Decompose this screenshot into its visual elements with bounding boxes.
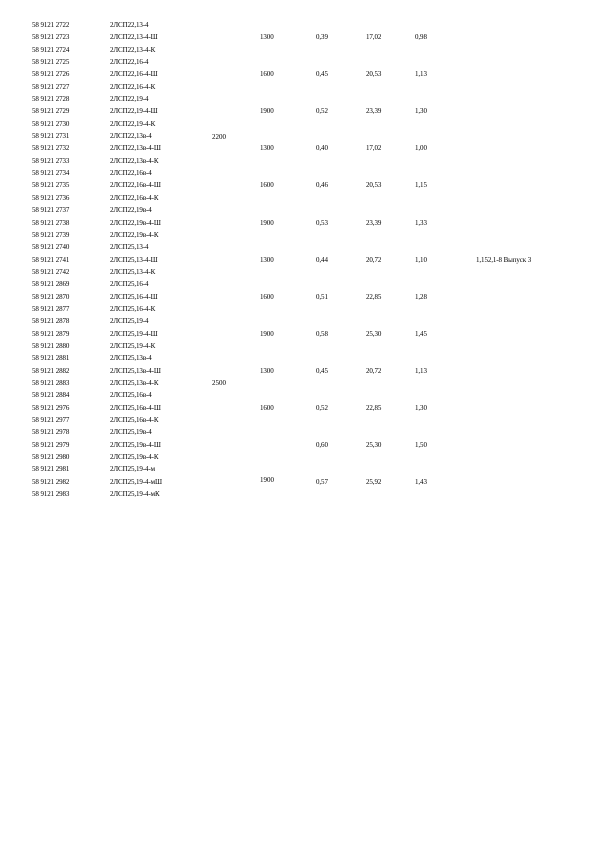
table-row [0, 229, 595, 241]
value-c-cell: 1,00 [415, 144, 427, 153]
value-b-cell: 17,02 [366, 144, 382, 153]
table-row [0, 68, 595, 80]
product-code-cell: 58 9121 2733 [32, 156, 70, 165]
table-row [0, 204, 595, 216]
value-c-cell: 1,43 [415, 477, 427, 486]
product-code-cell: 58 9121 2735 [32, 181, 70, 190]
table-row [0, 167, 595, 179]
merged-width-2200: 2200 [212, 133, 226, 141]
value-a-cell: 0,52 [316, 403, 328, 412]
length-cell: 1900 [260, 107, 274, 116]
value-a-cell: 0,53 [316, 218, 328, 227]
product-code-cell: 58 9121 2726 [32, 70, 70, 79]
value-b-cell: 20,72 [366, 255, 382, 264]
value-c-cell: 1,50 [415, 440, 427, 449]
product-code-cell: 58 9121 2736 [32, 193, 70, 202]
value-c-cell: 1,28 [415, 292, 427, 301]
designation-cell: 2ЛСП25,19в-4 [110, 428, 152, 437]
length-cell: 1300 [260, 33, 274, 42]
length-cell: 1600 [260, 403, 274, 412]
designation-cell: 2ЛСП25,19-4-м [110, 465, 156, 474]
table-row [0, 155, 595, 167]
product-code-cell: 58 9121 2881 [32, 354, 70, 363]
product-code-cell: 58 9121 2884 [32, 391, 70, 400]
table-row [0, 105, 595, 117]
designation-cell: 2ЛСП25,13-4 [110, 243, 149, 252]
value-a-cell: 0,58 [316, 329, 328, 338]
table-row [0, 439, 595, 451]
designation-cell: 2ЛСП25,19-4-мШ [110, 477, 162, 486]
designation-cell: 2ЛСП25,16в-4-К [110, 416, 159, 424]
table-row [0, 352, 595, 364]
value-c-cell: 1,33 [415, 218, 427, 227]
designation-cell: 2ЛСП22,13-4-К [110, 45, 156, 54]
designation-cell: 2ЛСП22,19-4 [110, 95, 149, 104]
table-row [0, 217, 595, 229]
table-row [0, 266, 595, 278]
table-row [0, 365, 595, 377]
table-row [0, 254, 595, 266]
product-code-cell: 58 9121 2979 [32, 440, 70, 449]
table-row [0, 488, 595, 500]
table-row [0, 291, 595, 303]
designation-cell: 2ЛСП22,16в-4-Ш [110, 181, 161, 190]
value-b-cell: 25,30 [366, 329, 382, 338]
value-b-cell: 20,53 [366, 70, 382, 79]
length-cell: 1300 [260, 366, 274, 375]
designation-cell: 2ЛСП22,19в-4 [110, 206, 152, 215]
designation-cell: 2ЛСП22,16-4 [110, 58, 149, 67]
product-code-cell: 58 9121 2730 [32, 119, 70, 128]
table-row [0, 31, 595, 43]
designation-cell: 2ЛСП22,13-4-Ш [110, 33, 158, 42]
designation-cell: 2ЛСП22,13-4 [110, 21, 149, 29]
length-cell: 1300 [260, 255, 274, 264]
value-b-cell: 22,85 [366, 403, 382, 412]
designation-cell: 2ЛСП25,19в-4-Ш [110, 440, 161, 449]
value-c-cell: 1,10 [415, 255, 427, 264]
product-code-cell: 58 9121 2880 [32, 341, 70, 350]
designation-cell: 2ЛСП22,13в-4-К [110, 156, 159, 165]
value-c-cell: 1,15 [415, 181, 427, 190]
table-row [0, 451, 595, 463]
product-code-cell: 58 9121 2738 [32, 218, 70, 227]
designation-cell: 2ЛСП25,13-4-К [110, 267, 156, 276]
table-row [0, 44, 595, 56]
value-b-cell: 25,30 [366, 440, 382, 449]
designation-cell: 2ЛСП25,19в-4-К [110, 453, 159, 462]
product-code-cell: 58 9121 2883 [32, 378, 70, 387]
designation-cell: 2ЛСП25,13-4-Ш [110, 255, 158, 264]
product-code-cell: 58 9121 2982 [32, 477, 70, 486]
table-row [0, 278, 595, 290]
value-b-cell: 17,02 [366, 33, 382, 42]
value-a-cell: 0,40 [316, 144, 328, 153]
table-row [0, 192, 595, 204]
note-cell: 1,152,1-8 Выпуск 3 [476, 255, 532, 264]
product-code-cell: 58 9121 2882 [32, 366, 70, 375]
value-c-cell: 1,30 [415, 403, 427, 412]
length-cell: 1900 [260, 329, 274, 338]
product-code-cell: 58 9121 2983 [32, 490, 70, 499]
product-code-cell: 58 9121 2731 [32, 132, 70, 141]
value-a-cell: 0,39 [316, 33, 328, 42]
product-code-cell: 58 9121 2870 [32, 292, 70, 301]
product-code-cell: 58 9121 2878 [32, 317, 70, 326]
value-b-cell: 25,92 [366, 477, 382, 486]
merged-width-2500: 2500 [212, 379, 226, 387]
table-row [0, 142, 595, 154]
product-code-cell: 58 9121 2732 [32, 144, 70, 153]
length-cell: 1600 [260, 70, 274, 79]
value-b-cell: 20,72 [366, 366, 382, 375]
table-row [0, 340, 595, 352]
product-code-cell: 58 9121 2728 [32, 95, 70, 104]
value-a-cell: 0,57 [316, 477, 328, 486]
designation-cell: 2ЛСП22,19-4-К [110, 119, 156, 128]
table-row [0, 426, 595, 438]
table-row [0, 118, 595, 130]
value-a-cell: 0,60 [316, 440, 328, 449]
designation-cell: 2ЛСП22,13в-4 [110, 132, 152, 141]
table-row [0, 179, 595, 191]
product-code-cell: 58 9121 2978 [32, 428, 70, 437]
table-row [0, 56, 595, 68]
designation-cell: 2ЛСП25,16в-4 [110, 391, 152, 400]
table-row [0, 315, 595, 327]
value-b-cell: 22,85 [366, 292, 382, 301]
table-row [0, 402, 595, 414]
value-c-cell: 1,13 [415, 70, 427, 79]
product-code-cell: 58 9121 2723 [32, 33, 70, 42]
table-row [0, 328, 595, 340]
table-row [0, 81, 595, 93]
designation-cell: 2ЛСП25,13в-4 [110, 354, 152, 363]
product-code-cell: 58 9121 2737 [32, 206, 70, 215]
designation-cell: 2ЛСП22,16-4-Ш [110, 70, 158, 79]
product-code-cell: 58 9121 2980 [32, 453, 70, 462]
length-cell: 1600 [260, 292, 274, 301]
designation-cell: 2ЛСП22,16в-4-К [110, 193, 159, 202]
merged-length-1900: 1900 [260, 476, 274, 484]
product-code-cell: 58 9121 2724 [32, 45, 70, 54]
product-code-cell: 58 9121 2734 [32, 169, 70, 178]
value-b-cell: 20,53 [366, 181, 382, 190]
designation-cell: 2ЛСП22,19в-4-К [110, 230, 159, 239]
value-a-cell: 0,51 [316, 292, 328, 301]
product-code-cell: 58 9121 2740 [32, 243, 70, 252]
designation-cell: 2ЛСП25,19-4-Ш [110, 329, 158, 338]
designation-cell: 2ЛСП22,16в-4 [110, 169, 152, 178]
designation-cell: 2ЛСП22,13в-4-Ш [110, 144, 161, 153]
length-cell: 1600 [260, 181, 274, 190]
product-code-cell: 58 9121 2976 [32, 403, 70, 412]
product-code-cell: 58 9121 2879 [32, 329, 70, 338]
product-code-cell: 58 9121 2729 [32, 107, 70, 116]
product-code-cell: 58 9121 2977 [32, 416, 70, 424]
table-row [0, 19, 595, 31]
product-code-cell: 58 9121 2877 [32, 304, 70, 313]
designation-cell: 2ЛСП25,16в-4-Ш [110, 403, 161, 412]
value-c-cell: 1,45 [415, 329, 427, 338]
product-code-cell: 58 9121 2725 [32, 58, 70, 67]
designation-cell: 2ЛСП25,16-4-Ш [110, 292, 158, 301]
table-row [0, 241, 595, 253]
table-row [0, 377, 595, 389]
designation-cell: 2ЛСП22,19в-4-Ш [110, 218, 161, 227]
product-table [0, 19, 595, 500]
table-row [0, 303, 595, 315]
length-cell: 1300 [260, 144, 274, 153]
table-row [0, 389, 595, 401]
product-code-cell: 58 9121 2981 [32, 465, 70, 474]
table-row [0, 93, 595, 105]
designation-cell: 2ЛСП22,16-4-К [110, 82, 156, 91]
value-c-cell: 1,13 [415, 366, 427, 375]
product-code-cell: 58 9121 2722 [32, 21, 70, 29]
table-row [0, 130, 595, 142]
designation-cell: 2ЛСП25,19-4-мК [110, 490, 160, 499]
designation-cell: 2ЛСП25,19-4-К [110, 341, 156, 350]
designation-cell: 2ЛСП25,19-4 [110, 317, 149, 326]
designation-cell: 2ЛСП25,16-4-К [110, 304, 156, 313]
product-code-cell: 58 9121 2742 [32, 267, 70, 276]
value-a-cell: 0,44 [316, 255, 328, 264]
value-b-cell: 23,39 [366, 218, 382, 227]
product-code-cell: 58 9121 2741 [32, 255, 70, 264]
value-c-cell: 0,98 [415, 33, 427, 42]
designation-cell: 2ЛСП25,16-4 [110, 280, 149, 289]
product-code-cell: 58 9121 2727 [32, 82, 70, 91]
designation-cell: 2ЛСП25,13в-4-К [110, 378, 159, 387]
designation-cell: 2ЛСП25,13в-4-Ш [110, 366, 161, 375]
table-row [0, 463, 595, 475]
product-code-cell: 58 9121 2869 [32, 280, 70, 289]
value-a-cell: 0,52 [316, 107, 328, 116]
product-code-cell: 58 9121 2739 [32, 230, 70, 239]
length-cell: 1900 [260, 218, 274, 227]
value-c-cell: 1,30 [415, 107, 427, 116]
designation-cell: 2ЛСП22,19-4-Ш [110, 107, 158, 116]
value-b-cell: 23,39 [366, 107, 382, 116]
value-a-cell: 0,46 [316, 181, 328, 190]
value-a-cell: 0,45 [316, 70, 328, 79]
value-a-cell: 0,45 [316, 366, 328, 375]
table-row [0, 414, 595, 426]
table-row [0, 476, 595, 488]
